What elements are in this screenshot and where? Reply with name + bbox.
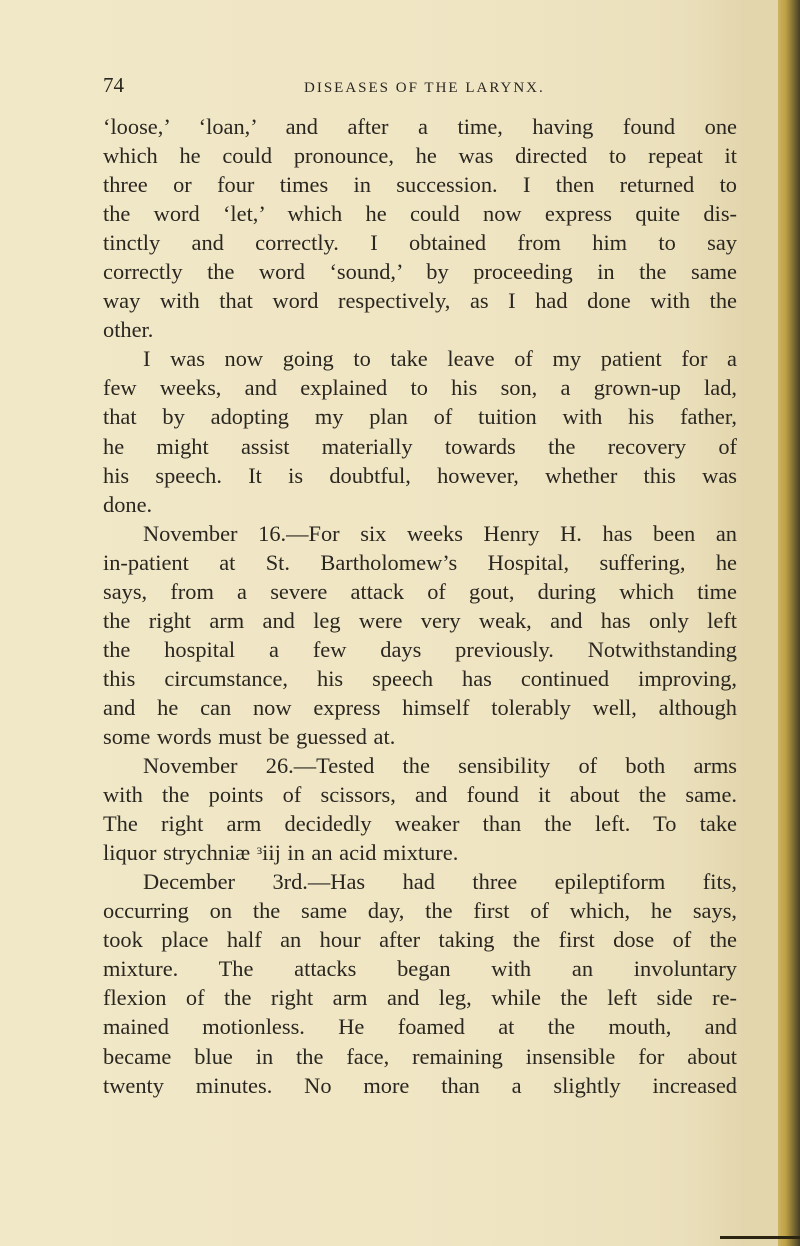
text-line: mained motionless. He foamed at the mouth, and (103, 1014, 737, 1040)
text-line: says, from a severe attack of gout, during which time (103, 578, 737, 604)
text-line: some words must be guessed at. (103, 723, 396, 749)
text-line: he might assist materially towards the recovery of (103, 433, 737, 459)
book-binding-edge (778, 0, 800, 1246)
text-line: other. (103, 317, 154, 343)
text-line: ‘loose,’ ‘loan,’ and after a time, having found one (103, 114, 737, 139)
text-line: this circumstance, his speech has continued improving, (103, 665, 737, 691)
text-line: with the points of scissors, and found it about the same. (103, 782, 737, 808)
text-line: his speech. It is doubtful, however, whether this was (103, 462, 737, 488)
page-edge-shadow (720, 1236, 800, 1239)
text-line: November 16.—For six weeks Henry H. has been an (143, 520, 737, 546)
text-line: and he can now express himself tolerably well, although (103, 694, 737, 720)
text-line: which he could pronounce, he was directed to repeat it (103, 143, 737, 169)
text-line: done. (103, 491, 153, 517)
text-line: three or four times in succession. I then returned to (103, 172, 737, 198)
page-number: 74 (103, 73, 124, 97)
text-line: November 26.—Tested the sensibility of both arms (143, 753, 737, 779)
text-line: that by adopting my plan of tuition with his father, (103, 404, 737, 430)
text-line: liquor strychniæ ᶟiij in an acid mixture. (103, 840, 459, 866)
text-line: The right arm decidedly weaker than the left. To take (103, 811, 737, 837)
text-line: flexion of the right arm and leg, while the left side re- (103, 985, 737, 1011)
text-line: the word ‘let,’ which he could now express quite dis- (103, 201, 737, 227)
text-line: few weeks, and explained to his son, a grown-up lad, (103, 375, 737, 401)
text-line: took place half an hour after taking the first dose of the (103, 927, 737, 953)
text-line: way with that word respectively, as I had done with the (103, 288, 737, 314)
text-line: in-patient at St. Bartholomew’s Hospital, suffering, he (103, 549, 737, 575)
text-line: twenty minutes. No more than a slightly increased (103, 1072, 737, 1098)
text-line: mixture. The attacks began with an involuntary (103, 956, 737, 982)
body-text (103, 112, 737, 1100)
text-line: correctly the word ‘sound,’ by proceeding in the same (103, 259, 737, 285)
text-line: the hospital a few days previously. Notwithstanding (103, 636, 737, 662)
text-line: tinctly and correctly. I obtained from him to say (103, 230, 737, 256)
text-line: December 3rd.—Has had three epileptiform fits, (143, 869, 737, 895)
text-line: became blue in the face, remaining insensible for about (103, 1043, 737, 1069)
text-line: I was now going to take leave of my patient for a (143, 346, 737, 372)
text-line: occurring on the same day, the first of which, he says, (103, 898, 737, 924)
running-head: DISEASES OF THE LARYNX. (304, 80, 545, 96)
text-line: the right arm and leg were very weak, and has only left (103, 607, 737, 633)
